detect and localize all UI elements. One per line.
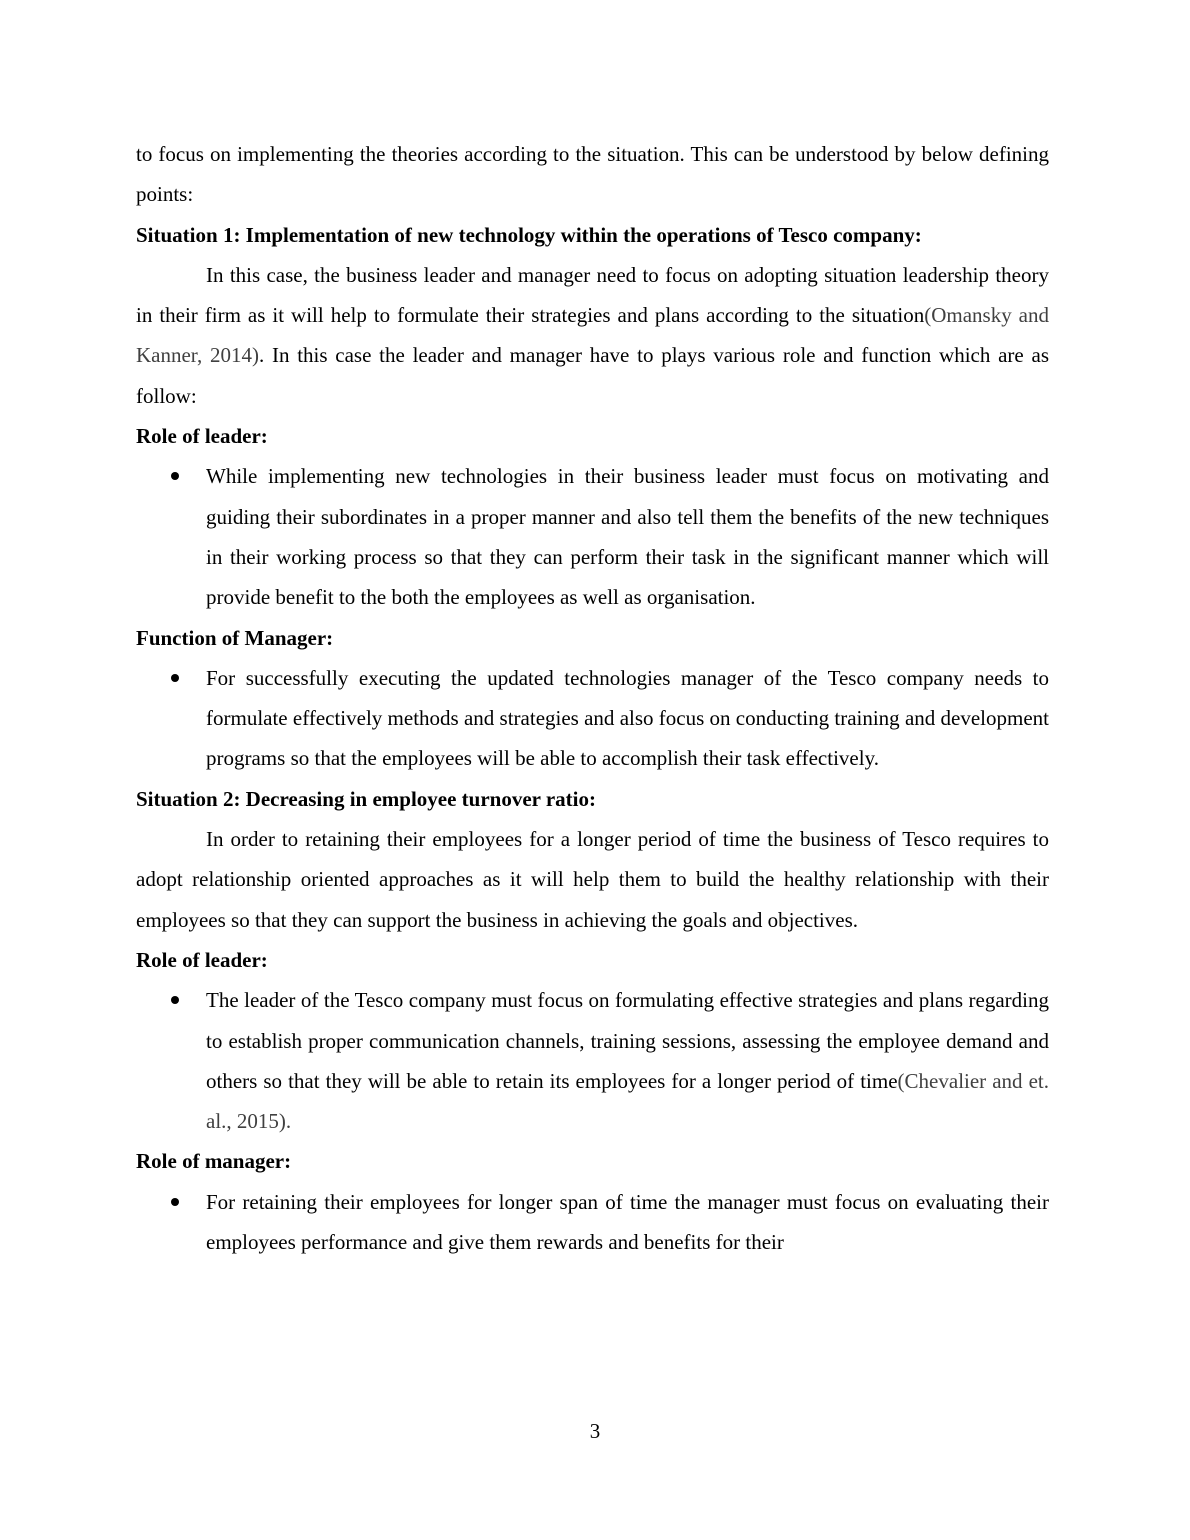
bullet-icon	[171, 996, 179, 1004]
page-body	[136, 134, 1049, 1262]
situation-1-text-before-citation: In this case, the business leader and manager need to focus on adopting situation leadership theory in their firm as it will help to formulate their strategies and plans according to the situation	[136, 262, 1049, 328]
list-item	[206, 980, 1049, 1141]
situation-1-leader-bullet-text: While implementing new technologies in their business leader must focus on motivating and guiding their subordinates in a proper manner and also tell them the benefits of the new techniques in their working process so that they can perform their task in the significant manner which will provide benefit to the both the employees as well as organisation.	[206, 464, 1049, 610]
situation-2-leader-list	[136, 980, 1049, 1141]
situation-2-manager-heading: Role of manager:	[136, 1149, 292, 1174]
bullet-icon	[171, 674, 179, 682]
situation-2-paragraph: In order to retaining their employees for a longer period of time the business of Tesco requires to adopt relationship oriented approaches as it will help them to build the healthy relationship with their employees so that they can support the business in achieving the goals and objectives.	[136, 827, 1049, 932]
bullet-icon	[171, 1198, 179, 1206]
intro-paragraph: to focus on implementing the theories according to the situation. This can be understood by below defining points:	[136, 142, 1049, 207]
situation-1-heading: Situation 1: Implementation of new technology within the operations of Tesco company:	[136, 222, 922, 247]
citation-omansky-kanner: (Omansky and Kanner, 2014)	[136, 303, 1049, 368]
situation-2-manager-bullet-text: For retaining their employees for longer span of time the manager must focus on evaluating their employees performance and give them rewards and benefits for their	[206, 1189, 1049, 1255]
situation-1-leader-list	[136, 456, 1049, 617]
situation-2-leader-heading: Role of leader:	[136, 947, 268, 972]
situation-2-heading: Situation 2: Decreasing in employee turnover ratio:	[136, 786, 597, 811]
situation-1-manager-list	[136, 658, 1049, 779]
bullet-icon	[171, 472, 179, 480]
situation-1-manager-heading: Function of Manager:	[136, 625, 334, 650]
situation-1-paragraph	[136, 255, 1049, 416]
page-number: 3	[589, 1419, 601, 1443]
situation-1-leader-heading: Role of leader:	[136, 424, 268, 449]
list-item	[206, 658, 1049, 779]
citation-chevalier: (Chevalier and et. al., 2015).	[206, 1068, 1049, 1134]
situation-2-leader-bullet-text: The leader of the Tesco company must focus on formulating effective strategies and plans regarding to establish proper communication channels, training sessions, assessing the employee demand and others so that they will be able to retain its employees for a longer period of time	[206, 988, 1049, 1093]
list-item	[206, 1182, 1049, 1263]
situation-2-manager-list	[136, 1182, 1049, 1263]
situation-1-manager-bullet-text: For successfully executing the updated technologies manager of the Tesco company needs to formulate effectively methods and strategies and also focus on conducting training and development programs so that the employees will be able to accomplish their task effectively.	[206, 665, 1049, 771]
list-item	[206, 456, 1049, 617]
situation-1-text-after-citation: . In this case the leader and manager have to plays various role and function which are as follow:	[136, 343, 1049, 408]
